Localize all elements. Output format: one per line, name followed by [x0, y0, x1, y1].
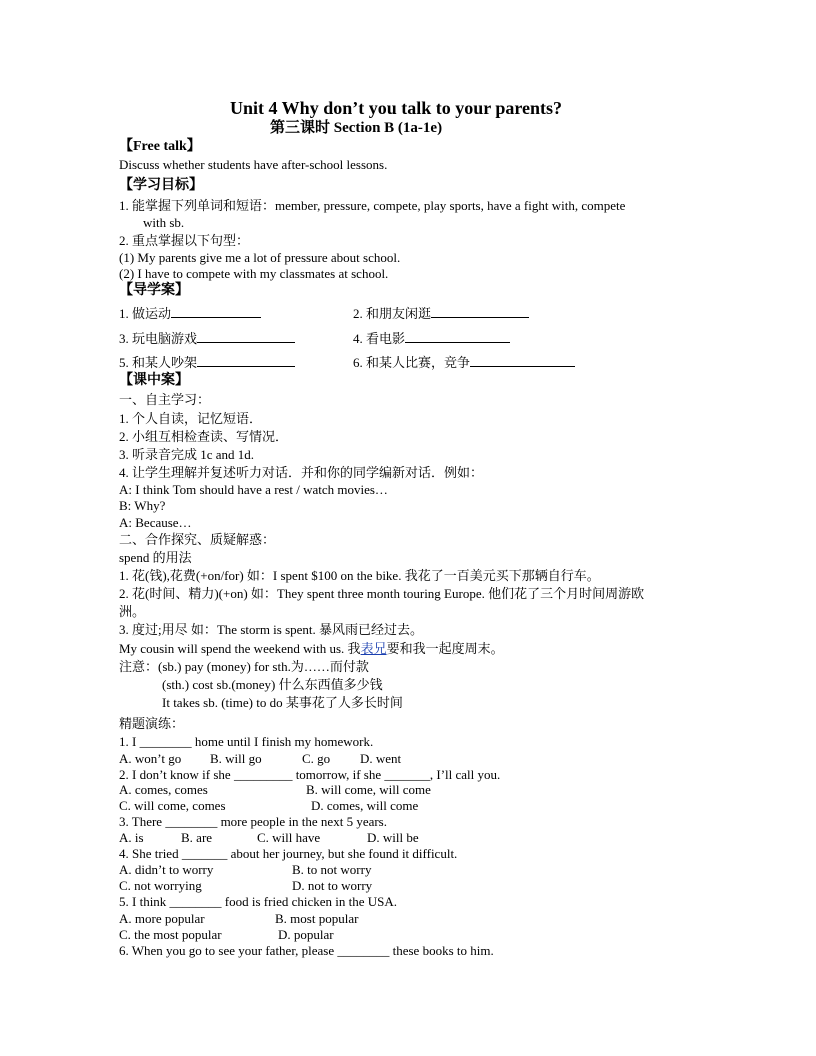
question-6: 6. When you go to see your father, please ________ these books to him. [119, 943, 494, 958]
option[interactable]: C. will come, comes [119, 798, 226, 813]
guide-heading: 【导学案】 [119, 283, 189, 298]
guide-item-label: 3. 玩电脑游戏 [119, 331, 198, 346]
class-line: 4. 让学生理解并复述听力对话．并和你的同学编新对话．例如： [119, 465, 484, 480]
answer-blank[interactable] [171, 305, 261, 318]
guide-item [353, 354, 575, 371]
option[interactable]: B. to not worry [292, 862, 372, 877]
answer-blank[interactable] [197, 330, 295, 343]
option[interactable]: D. not to worry [292, 878, 373, 893]
class-line: 1. 个人自读，记忆短语． [119, 411, 263, 426]
free-talk-heading: 【Free talk】 [119, 139, 201, 154]
goal-item-1-cont: with sb. [143, 215, 185, 230]
class-line: A: I think Tom should have a rest / watch movies… [119, 482, 388, 497]
question-4: 4. She tried _______ about her journey, but she found it difficult. [119, 846, 458, 861]
cousin-example [119, 641, 504, 657]
option[interactable]: A. is [119, 830, 144, 845]
cousin-text-b: 要和我一起度周末。 [386, 641, 504, 656]
option[interactable]: B. will go [210, 751, 262, 766]
answer-blank[interactable] [431, 305, 529, 318]
class-line: 一、自主学习： [119, 392, 211, 407]
option[interactable]: A. won’t go [119, 751, 182, 766]
class-heading: 【课中案】 [119, 373, 189, 388]
class-line: 3. 听录音完成 1c and 1d. [119, 447, 255, 462]
guide-item-label: 2. 和朋友闲逛 [353, 306, 432, 321]
note-line: 注意：(sb.) pay (money) for sth.为……而付款 [119, 659, 369, 674]
class-line: 2. 小组互相检查读、写情况． [119, 429, 289, 444]
page-subtitle: 第三课时 Section B (1a-1e) [270, 120, 443, 136]
goal-sentence-2: (2) I have to compete with my classmates at school. [119, 266, 389, 281]
option[interactable]: C. not worrying [119, 878, 202, 893]
option[interactable]: D. went [360, 751, 402, 766]
guide-item [353, 330, 510, 347]
page-title: Unit 4 Why don’t you talk to your parents? [230, 98, 563, 118]
option[interactable]: C. will have [257, 830, 321, 845]
guide-item [119, 305, 261, 322]
option[interactable]: D. will be [367, 830, 419, 845]
option[interactable]: A. more popular [119, 911, 205, 926]
class-line: B: Why? [119, 498, 166, 513]
option[interactable]: A. didn’t to worry [119, 862, 214, 877]
guide-item-label: 5. 和某人吵架 [119, 355, 198, 370]
guide-item-label: 1. 做运动 [119, 306, 172, 321]
guide-item [353, 305, 529, 322]
goal-item-1: 1. 能掌握下列单词和短语：member, pressure, compete, play sports, have a fight with, compete [119, 198, 626, 213]
class-line: 2. 花(时间、精力)(+on) 如：They spent three month touring Europe. 他们花了三个月时间周游欧 [119, 586, 645, 601]
answer-blank[interactable] [197, 354, 295, 367]
option[interactable]: D. popular [278, 927, 334, 942]
option[interactable]: D. comes, will come [311, 798, 419, 813]
goal-sentence-1: (1) My parents give me a lot of pressure about school. [119, 250, 401, 265]
goal-item-2: 2. 重点掌握以下句型： [119, 233, 250, 248]
class-line: 洲。 [119, 604, 146, 619]
question-5: 5. I think ________ food is fried chicken in the USA. [119, 894, 398, 909]
practice-heading: 精题演练： [119, 716, 185, 731]
question-1: 1. I ________ home until I finish my homework. [119, 734, 374, 749]
option[interactable]: B. are [181, 830, 213, 845]
answer-blank[interactable] [405, 330, 510, 343]
guide-item-label: 6. 和某人比赛，竞争 [353, 355, 471, 370]
option[interactable]: B. most popular [275, 911, 359, 926]
guide-item [119, 354, 295, 371]
goals-heading: 【学习目标】 [119, 178, 203, 193]
guide-item [119, 330, 295, 347]
class-line: 1. 花(钱),花费(+on/for) 如：I spent $100 on the bike. 我花了一百美元买下那辆自行车。 [119, 568, 600, 583]
cousin-text-a: My cousin will spend the weekend with us. 我 [119, 641, 361, 656]
free-talk-text: Discuss whether students have after-school lessons. [119, 157, 388, 172]
note-line: It takes sb. (time) to do 某事花了人多长时间 [162, 695, 403, 710]
option[interactable]: C. the most popular [119, 927, 222, 942]
cousin-link[interactable]: 表兄 [360, 641, 387, 656]
class-line: 3. 度过;用尽 如：The storm is spent. 暴风雨已经过去。 [119, 622, 424, 637]
class-line: A: Because… [119, 515, 192, 530]
answer-blank[interactable] [470, 354, 575, 367]
note-line: (sth.) cost sb.(money) 什么东西值多少钱 [162, 677, 383, 692]
question-2: 2. I don’t know if she _________ tomorrow, if she _______, I’ll call you. [119, 767, 501, 782]
option[interactable]: C. go [302, 751, 331, 766]
option[interactable]: A. comes, comes [119, 782, 208, 797]
option[interactable]: B. will come, will come [306, 782, 431, 797]
guide-item-label: 4. 看电影 [353, 331, 406, 346]
class-line: spend 的用法 [119, 550, 192, 565]
class-line: 二、合作探究、质疑解惑： [119, 532, 276, 547]
question-3: 3. There ________ more people in the next 5 years. [119, 814, 387, 829]
